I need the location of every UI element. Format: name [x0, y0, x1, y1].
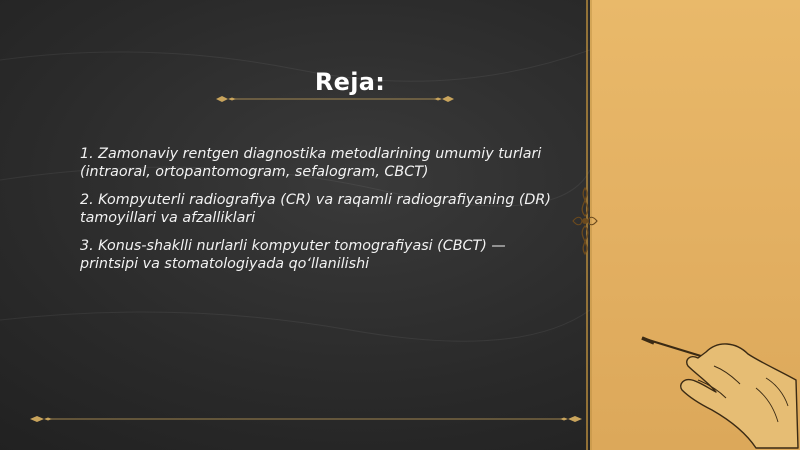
agenda-item	[80, 145, 580, 181]
agenda-item-line: printsipi va stomatologiyada qo‘llanilishi	[80, 256, 370, 272]
agenda-item	[80, 237, 580, 273]
slide-title: Reja:	[314, 68, 386, 96]
agenda-item-line: 2. Kompyuterli radiografiya (CR) va raqamli radiografiyaning (DR)	[80, 192, 551, 208]
bottom-divider	[28, 414, 584, 424]
ornament-icon	[568, 186, 602, 256]
title-divider	[214, 94, 456, 104]
agenda-item	[80, 191, 580, 227]
agenda-item-line: 3. Konus-shaklli nurlarli kompyuter tomografiyasi (CBCT) —	[80, 238, 506, 254]
agenda-item-line: tamoyillari va afzalliklari	[80, 210, 256, 226]
agenda-list	[80, 145, 580, 283]
hand-with-pen-icon	[636, 318, 800, 450]
agenda-item-line: (intraoral, ortopantomogram, sefalogram, CBCT)	[80, 164, 429, 180]
agenda-item-line: 1. Zamonaviy rentgen diagnostika metodlarining umumiy turlari	[80, 146, 542, 162]
